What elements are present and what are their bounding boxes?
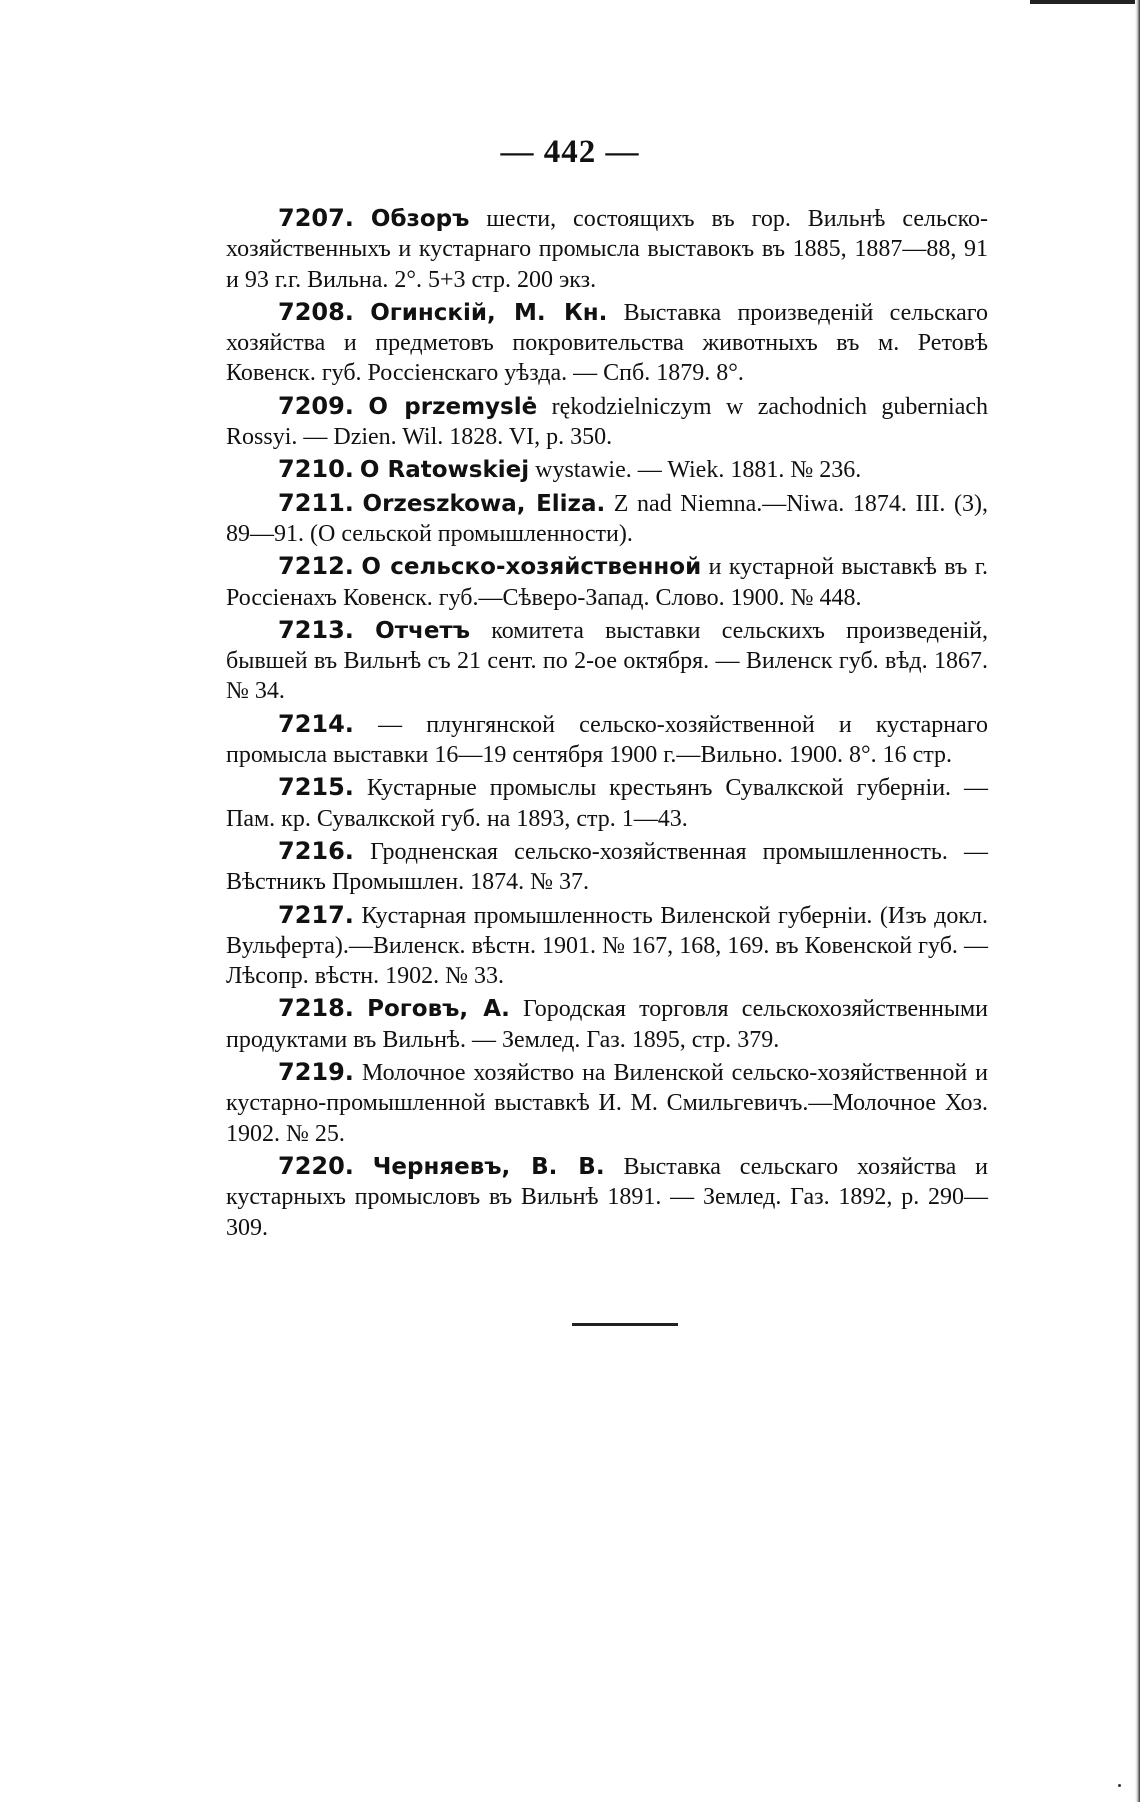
entry-text: комитета выставки сельскихъ произведеній, бывшей въ Вильнѣ съ 21 сент. по 2-ое октября. — Виленск губ. вѣд. 1867. № 34.: [226, 617, 989, 705]
entry-number: 7220.: [278, 1151, 354, 1180]
entry-text: — плунгянской сельско-хозяйственной и кустарнаго промысла выставки 16—19 сентября 1900 г.—Вильно. 1900. 8°. 16 стр.: [226, 711, 988, 769]
entry-number: 7218.: [278, 994, 354, 1023]
entry-text: Кустарные промыслы крестьянъ Сувалкской губерніи. — Пам. кр. Сувалкской губ. на 1893, стр. 1—43.: [226, 775, 988, 832]
top-edge-mark: [1030, 0, 1140, 4]
entry-text: Выставка произведеній сельскаго хозяйства и предметовъ покровительства животныхъ въ м. Ретовѣ Ковенск. губ. Россіенскаго уѣзда. — Спб. 1879. 8°.: [226, 299, 989, 387]
entry-text: шести, состоящихъ въ гор. Вильнѣ сельско-хозяйственныхъ и кустарнаго промысла выставокъ въ 1885, 1887—88, 91 и 93 г.г. Вильна. 2°. 5+3 стр. 200 экз.: [226, 206, 989, 293]
entry-7212: [226, 551, 988, 613]
entry-text: Выставка сельскаго хозяйства и кустарныхъ промысловъ въ Вильнѣ 1891. — Землед. Газ. 1892, p. 290—309.: [226, 1153, 989, 1241]
entry-heading: Роговъ, А.: [367, 996, 510, 1023]
entry-7214: [226, 709, 988, 771]
entry-number: 7207.: [278, 204, 354, 232]
entry-number: 7216.: [278, 836, 354, 865]
entry-number: 7209.: [278, 391, 354, 420]
entry-heading: O Ratowskiej: [359, 457, 530, 484]
entry-heading: Черняевъ, В. В.: [372, 1153, 605, 1180]
entry-text: и кустарной выставкѣ въ г. Россіенахъ Ковенск. губ.—Сѣверо-Запад. Слово. 1900. № 448.: [226, 554, 988, 611]
entry-heading: O przemyslė: [368, 393, 538, 420]
entry-number: 7215.: [278, 773, 354, 802]
entry-number: 7217.: [278, 900, 354, 929]
entry-heading: Отчетъ: [375, 617, 471, 644]
page-number: — 442 —: [500, 134, 640, 170]
entry-text: Молочное хозяйство на Виленской сельско-хозяйственной и кустарно-промышленной выставкѣ И. М. Смильгевичъ.—Молочное Хоз. 1902. № 25.: [226, 1060, 988, 1147]
entry-7215: [226, 772, 988, 834]
entry-7217: [226, 900, 988, 992]
entry-text: wystawie. — Wiek. 1881. № 236.: [529, 457, 862, 484]
entry-number: 7212.: [278, 552, 354, 581]
entry-heading: О сельско-хозяйственной: [361, 554, 702, 581]
entry-number: 7213.: [278, 615, 354, 644]
entry-number: 7219.: [278, 1058, 354, 1087]
entry-7219: [226, 1057, 988, 1149]
entry-heading: Обзоръ: [370, 206, 470, 232]
entry-number: 7211.: [278, 488, 354, 517]
entry-number: 7208.: [278, 297, 354, 326]
entry-text: Кустарная промышленность Виленской губерніи. (Изъ докл. Вульферта).—Виленск. вѣстн. 1901. № 167, 168, 169. въ Ковенской губ. — Лѣсопр. вѣстн. 1902. № 33.: [226, 902, 988, 990]
entry-7220: [226, 1151, 988, 1243]
entry-heading: Orzeszkowa, Eliza.: [362, 490, 606, 517]
entry-7209: [226, 391, 988, 453]
entry-7218: [226, 993, 988, 1055]
entry-number: 7214.: [278, 709, 354, 738]
entry-7207: [226, 203, 988, 295]
closing-rule: [572, 1323, 678, 1326]
page-right-edge: [1135, 0, 1140, 1802]
scan-speck: [1118, 1784, 1121, 1787]
entry-7216: [226, 836, 988, 898]
entry-7213: [226, 615, 988, 707]
entry-text: Гродненская сельско-хозяйственная промышленность. — Вѣстникъ Промышлен. 1874. № 37.: [226, 838, 988, 896]
entry-7211: [226, 488, 988, 550]
bibliography-list: [226, 203, 988, 1245]
entry-7210: [226, 454, 988, 485]
entry-7208: [226, 297, 988, 389]
entry-text: rękodzielniczym w zachodnich guberniach Rossyi. — Dzien. Wil. 1828. VI, p. 350.: [226, 393, 988, 451]
entry-number: 7210.: [278, 455, 354, 484]
entry-text: Z nad Niemna.—Niwa. 1874. III. (3), 89—91. (О сельской промышленности).: [226, 490, 989, 547]
entry-text: Городская торговля сельскохозяйственными продуктами въ Вильнѣ. — Землед. Газ. 1895, стр. 379.: [226, 996, 989, 1053]
entry-heading: Огинскій, М. Кн.: [370, 299, 608, 326]
